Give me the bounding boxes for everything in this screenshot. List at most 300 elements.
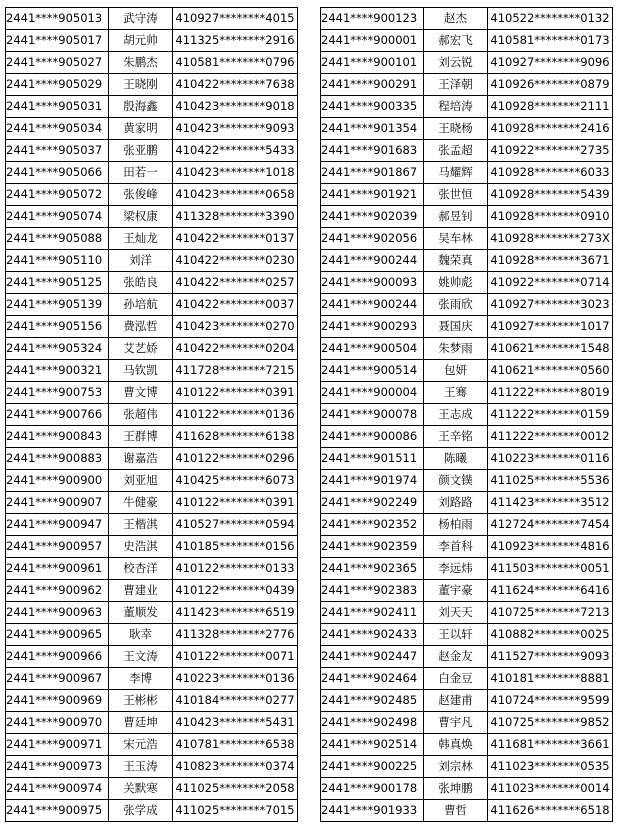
id-number-cell: 410425********6073 <box>173 470 298 492</box>
exam-number-cell: 2441****905027 <box>6 52 109 74</box>
name-cell: 王泽朝 <box>424 74 488 96</box>
id-number-cell: 410422********0257 <box>173 272 298 294</box>
id-number-cell: 411628********6138 <box>173 426 298 448</box>
id-number-cell: 410422********5433 <box>173 140 298 162</box>
id-number-cell: 410423********0270 <box>173 316 298 338</box>
table-row <box>321 712 613 734</box>
id-number-cell: 410522********0132 <box>488 8 613 30</box>
table-row <box>6 228 298 250</box>
id-number-cell: 411624********6416 <box>488 580 613 602</box>
id-number-cell: 410621********0560 <box>488 360 613 382</box>
table-row <box>321 96 613 118</box>
exam-number-cell: 2441****905324 <box>6 338 109 360</box>
exam-number-cell: 2441****901974 <box>321 470 424 492</box>
id-number-cell: 410122********0439 <box>173 580 298 602</box>
name-cell: 赵杰 <box>424 8 488 30</box>
table-row <box>321 734 613 756</box>
exam-number-cell: 2441****901683 <box>321 140 424 162</box>
id-number-cell: 410122********0071 <box>173 646 298 668</box>
name-cell: 魏荣真 <box>424 250 488 272</box>
id-number-cell: 411328********2776 <box>173 624 298 646</box>
exam-number-cell: 2441****900766 <box>6 404 109 426</box>
exam-number-cell: 2441****905074 <box>6 206 109 228</box>
exam-number-cell: 2441****902056 <box>321 228 424 250</box>
exam-number-cell: 2441****900244 <box>321 294 424 316</box>
exam-number-cell: 2441****901354 <box>321 118 424 140</box>
id-number-cell: 410927********3023 <box>488 294 613 316</box>
table-row <box>6 426 298 448</box>
name-cell: 杨柏雨 <box>424 514 488 536</box>
table-row <box>321 184 613 206</box>
exam-number-cell: 2441****901933 <box>321 800 424 822</box>
id-number-cell: 410725********9852 <box>488 712 613 734</box>
exam-number-cell: 2441****900947 <box>6 514 109 536</box>
name-cell: 聂国庆 <box>424 316 488 338</box>
table-row <box>6 778 298 800</box>
table-row <box>6 690 298 712</box>
table-row <box>321 272 613 294</box>
name-cell: 校杏洋 <box>109 558 173 580</box>
name-cell: 郝宏飞 <box>424 30 488 52</box>
table-row <box>6 514 298 536</box>
name-cell: 刘亚旭 <box>109 470 173 492</box>
exam-number-cell: 2441****905072 <box>6 184 109 206</box>
table-row <box>321 646 613 668</box>
id-number-cell: 410181********8881 <box>488 668 613 690</box>
exam-number-cell: 2441****900123 <box>321 8 424 30</box>
id-number-cell: 411527********9093 <box>488 646 613 668</box>
exam-number-cell: 2441****905029 <box>6 74 109 96</box>
table-row <box>321 8 613 30</box>
id-number-cell: 410527********0594 <box>173 514 298 536</box>
table-row <box>321 426 613 448</box>
table-row <box>6 8 298 30</box>
table-row <box>321 756 613 778</box>
id-number-cell: 410927********9096 <box>488 52 613 74</box>
id-number-cell: 411626********6518 <box>488 800 613 822</box>
id-number-cell: 410185********0156 <box>173 536 298 558</box>
id-number-cell: 411423********3512 <box>488 492 613 514</box>
exam-number-cell: 2441****901921 <box>321 184 424 206</box>
name-cell: 王玉涛 <box>109 756 173 778</box>
name-cell: 王晓刚 <box>109 74 173 96</box>
id-number-cell: 410781********6538 <box>173 734 298 756</box>
table-row <box>6 756 298 778</box>
exam-number-cell: 2441****902249 <box>321 492 424 514</box>
exam-number-cell: 2441****905088 <box>6 228 109 250</box>
id-number-cell: 410423********1018 <box>173 162 298 184</box>
exam-number-cell: 2441****900753 <box>6 382 109 404</box>
exam-number-cell: 2441****900225 <box>321 756 424 778</box>
name-cell: 王以轩 <box>424 624 488 646</box>
id-number-cell: 410928********2111 <box>488 96 613 118</box>
exam-number-cell: 2441****902433 <box>321 624 424 646</box>
table-row <box>321 448 613 470</box>
name-cell: 陈曦 <box>424 448 488 470</box>
name-cell: 史浩淇 <box>109 536 173 558</box>
id-number-cell: 410581********0173 <box>488 30 613 52</box>
exam-number-cell: 2441****900843 <box>6 426 109 448</box>
name-cell: 张亚鹏 <box>109 140 173 162</box>
name-cell: 费泓哲 <box>109 316 173 338</box>
name-cell: 张坤鹏 <box>424 778 488 800</box>
name-cell: 艾艺娇 <box>109 338 173 360</box>
id-number-cell: 411728********7215 <box>173 360 298 382</box>
exam-number-cell: 2441****902498 <box>321 712 424 734</box>
id-number-cell: 411025********7015 <box>173 800 298 822</box>
id-number-cell: 412724********7454 <box>488 514 613 536</box>
id-number-cell: 410725********7213 <box>488 602 613 624</box>
table-row <box>6 404 298 426</box>
table-row <box>6 52 298 74</box>
name-cell: 耿幸 <box>109 624 173 646</box>
exam-number-cell: 2441****905017 <box>6 30 109 52</box>
exam-number-cell: 2441****902383 <box>321 580 424 602</box>
id-number-cell: 411025********5536 <box>488 470 613 492</box>
exam-number-cell: 2441****905156 <box>6 316 109 338</box>
name-cell: 赵金友 <box>424 646 488 668</box>
exam-number-cell: 2441****900957 <box>6 536 109 558</box>
exam-number-cell: 2441****900963 <box>6 602 109 624</box>
exam-number-cell: 2441****900244 <box>321 250 424 272</box>
table-row <box>6 448 298 470</box>
table-row <box>6 338 298 360</box>
exam-number-cell: 2441****905110 <box>6 250 109 272</box>
id-number-cell: 410581********0796 <box>173 52 298 74</box>
table-row <box>6 96 298 118</box>
name-cell: 宋元浩 <box>109 734 173 756</box>
exam-number-cell: 2441****905125 <box>6 272 109 294</box>
name-cell: 王楷淇 <box>109 514 173 536</box>
table-row <box>321 580 613 602</box>
id-number-cell: 410928********0910 <box>488 206 613 228</box>
id-number-cell: 410122********0136 <box>173 404 298 426</box>
candidate-table-right <box>320 7 613 822</box>
table-row <box>321 778 613 800</box>
name-cell: 曹建业 <box>109 580 173 602</box>
name-cell: 李远炜 <box>424 558 488 580</box>
table-row <box>6 360 298 382</box>
id-number-cell: 410122********0296 <box>173 448 298 470</box>
exam-number-cell: 2441****900101 <box>321 52 424 74</box>
table-row <box>6 558 298 580</box>
id-number-cell: 410922********0714 <box>488 272 613 294</box>
table-row <box>6 162 298 184</box>
exam-number-cell: 2441****900973 <box>6 756 109 778</box>
name-cell: 刘洋 <box>109 250 173 272</box>
name-cell: 刘宗林 <box>424 756 488 778</box>
name-cell: 白金豆 <box>424 668 488 690</box>
id-number-cell: 410423********0658 <box>173 184 298 206</box>
table-row <box>6 294 298 316</box>
exam-number-cell: 2441****902359 <box>321 536 424 558</box>
table-row <box>321 404 613 426</box>
name-cell: 吴车林 <box>424 228 488 250</box>
exam-number-cell: 2441****900335 <box>321 96 424 118</box>
name-cell: 程培涛 <box>424 96 488 118</box>
id-number-cell: 410923********4816 <box>488 536 613 558</box>
exam-number-cell: 2441****900971 <box>6 734 109 756</box>
id-number-cell: 411423********6519 <box>173 602 298 624</box>
table-body <box>321 8 613 822</box>
name-cell: 赵建甫 <box>424 690 488 712</box>
name-cell: 张超伟 <box>109 404 173 426</box>
exam-number-cell: 2441****905066 <box>6 162 109 184</box>
exam-number-cell: 2441****900293 <box>321 316 424 338</box>
id-number-cell: 410223********0116 <box>488 448 613 470</box>
exam-number-cell: 2441****900974 <box>6 778 109 800</box>
table-row <box>321 30 613 52</box>
exam-number-cell: 2441****900970 <box>6 712 109 734</box>
name-cell: 董顺发 <box>109 602 173 624</box>
exam-number-cell: 2441****902411 <box>321 602 424 624</box>
table-row <box>321 602 613 624</box>
table-row <box>6 492 298 514</box>
table-row <box>321 140 613 162</box>
table-row <box>6 800 298 822</box>
id-number-cell: 410928********5439 <box>488 184 613 206</box>
name-cell: 王灿龙 <box>109 228 173 250</box>
exam-number-cell: 2441****900962 <box>6 580 109 602</box>
name-cell: 姚帅彪 <box>424 272 488 294</box>
name-cell: 王辛铭 <box>424 426 488 448</box>
id-number-cell: 410184********0277 <box>173 690 298 712</box>
exam-number-cell: 2441****905013 <box>6 8 109 30</box>
name-cell: 郝昱钊 <box>424 206 488 228</box>
table-row <box>6 184 298 206</box>
name-cell: 曹文博 <box>109 382 173 404</box>
name-cell: 武守涛 <box>109 8 173 30</box>
table-row <box>6 316 298 338</box>
name-cell: 董宇豪 <box>424 580 488 602</box>
exam-number-cell: 2441****902485 <box>321 690 424 712</box>
id-number-cell: 411681********3661 <box>488 734 613 756</box>
name-cell: 殷海鑫 <box>109 96 173 118</box>
id-number-cell: 410122********0391 <box>173 382 298 404</box>
table-row <box>321 492 613 514</box>
exam-number-cell: 2441****900001 <box>321 30 424 52</box>
table-row <box>6 118 298 140</box>
exam-number-cell: 2441****902352 <box>321 514 424 536</box>
table-row <box>6 140 298 162</box>
exam-number-cell: 2441****900975 <box>6 800 109 822</box>
table-body <box>6 8 298 822</box>
table-row <box>6 30 298 52</box>
table-row <box>6 272 298 294</box>
exam-number-cell: 2441****900961 <box>6 558 109 580</box>
table-row <box>321 800 613 822</box>
exam-number-cell: 2441****900504 <box>321 338 424 360</box>
id-number-cell: 411222********8019 <box>488 382 613 404</box>
exam-number-cell: 2441****901867 <box>321 162 424 184</box>
exam-number-cell: 2441****901511 <box>321 448 424 470</box>
name-cell: 田若一 <box>109 162 173 184</box>
table-row <box>321 162 613 184</box>
table-row <box>321 382 613 404</box>
id-number-cell: 410122********0391 <box>173 492 298 514</box>
exam-number-cell: 2441****900965 <box>6 624 109 646</box>
id-number-cell: 411023********0535 <box>488 756 613 778</box>
name-cell: 王志成 <box>424 404 488 426</box>
id-number-cell: 410423********9018 <box>173 96 298 118</box>
table-row <box>6 250 298 272</box>
name-cell: 颜文镤 <box>424 470 488 492</box>
id-number-cell: 411503********0051 <box>488 558 613 580</box>
name-cell: 王文涛 <box>109 646 173 668</box>
name-cell: 关默寒 <box>109 778 173 800</box>
name-cell: 曹廷坤 <box>109 712 173 734</box>
exam-number-cell: 2441****900967 <box>6 668 109 690</box>
id-number-cell: 410928********3671 <box>488 250 613 272</box>
table-row <box>321 470 613 492</box>
table-row <box>6 668 298 690</box>
id-number-cell: 411328********3390 <box>173 206 298 228</box>
name-cell: 李博 <box>109 668 173 690</box>
id-number-cell: 411222********0159 <box>488 404 613 426</box>
name-cell: 韩真焕 <box>424 734 488 756</box>
exam-number-cell: 2441****900907 <box>6 492 109 514</box>
id-number-cell: 410928********2416 <box>488 118 613 140</box>
table-row <box>321 316 613 338</box>
name-cell: 牛健豪 <box>109 492 173 514</box>
exam-number-cell: 2441****900093 <box>321 272 424 294</box>
exam-number-cell: 2441****900004 <box>321 382 424 404</box>
table-row <box>6 382 298 404</box>
name-cell: 张世恒 <box>424 184 488 206</box>
exam-number-cell: 2441****900078 <box>321 404 424 426</box>
id-number-cell: 410422********0037 <box>173 294 298 316</box>
exam-number-cell: 2441****900514 <box>321 360 424 382</box>
id-number-cell: 410422********0137 <box>173 228 298 250</box>
table-row <box>6 712 298 734</box>
exam-number-cell: 2441****905139 <box>6 294 109 316</box>
table-row <box>6 206 298 228</box>
exam-number-cell: 2441****902514 <box>321 734 424 756</box>
id-number-cell: 410621********1548 <box>488 338 613 360</box>
table-row <box>6 602 298 624</box>
table-row <box>321 118 613 140</box>
table-row <box>321 668 613 690</box>
name-cell: 包妍 <box>424 360 488 382</box>
exam-number-cell: 2441****902039 <box>321 206 424 228</box>
table-row <box>321 536 613 558</box>
id-number-cell: 410422********0230 <box>173 250 298 272</box>
table-row <box>321 52 613 74</box>
id-number-cell: 410882********0025 <box>488 624 613 646</box>
exam-number-cell: 2441****905037 <box>6 140 109 162</box>
table-row <box>321 514 613 536</box>
id-number-cell: 410926********0879 <box>488 74 613 96</box>
name-cell: 张雨欣 <box>424 294 488 316</box>
exam-number-cell: 2441****900086 <box>321 426 424 448</box>
id-number-cell: 410122********0133 <box>173 558 298 580</box>
id-number-cell: 410422********7638 <box>173 74 298 96</box>
name-cell: 朱梦雨 <box>424 338 488 360</box>
table-row <box>6 646 298 668</box>
name-cell: 刘天天 <box>424 602 488 624</box>
name-cell: 王群博 <box>109 426 173 448</box>
name-cell: 梁权康 <box>109 206 173 228</box>
id-number-cell: 410423********5431 <box>173 712 298 734</box>
name-cell: 孙培航 <box>109 294 173 316</box>
table-row <box>321 624 613 646</box>
name-cell: 曹宇凡 <box>424 712 488 734</box>
id-number-cell: 410922********2735 <box>488 140 613 162</box>
exam-number-cell: 2441****900969 <box>6 690 109 712</box>
table-row <box>321 294 613 316</box>
name-cell: 刘路路 <box>424 492 488 514</box>
table-row <box>6 74 298 96</box>
id-number-cell: 411222********0012 <box>488 426 613 448</box>
exam-number-cell: 2441****905031 <box>6 96 109 118</box>
exam-number-cell: 2441****902464 <box>321 668 424 690</box>
name-cell: 王彬彬 <box>109 690 173 712</box>
name-cell: 谢嘉浩 <box>109 448 173 470</box>
table-row <box>6 580 298 602</box>
exam-number-cell: 2441****900883 <box>6 448 109 470</box>
table-row <box>321 558 613 580</box>
name-cell: 王晓杨 <box>424 118 488 140</box>
table-row <box>321 74 613 96</box>
table-row <box>321 690 613 712</box>
table-row <box>6 470 298 492</box>
id-number-cell: 411025********2058 <box>173 778 298 800</box>
exam-number-cell: 2441****900321 <box>6 360 109 382</box>
table-row <box>321 250 613 272</box>
id-number-cell: 410724********9599 <box>488 690 613 712</box>
name-cell: 曹哲 <box>424 800 488 822</box>
exam-number-cell: 2441****900900 <box>6 470 109 492</box>
name-cell: 刘云锐 <box>424 52 488 74</box>
name-cell: 马耀辉 <box>424 162 488 184</box>
candidate-table-left <box>5 7 298 822</box>
id-number-cell: 410928********6033 <box>488 162 613 184</box>
name-cell: 张学成 <box>109 800 173 822</box>
table-row <box>6 624 298 646</box>
name-cell: 张孟超 <box>424 140 488 162</box>
id-number-cell: 410223********0136 <box>173 668 298 690</box>
name-cell: 李首科 <box>424 536 488 558</box>
id-number-cell: 411325********2916 <box>173 30 298 52</box>
name-cell: 张皓良 <box>109 272 173 294</box>
table-row <box>321 206 613 228</box>
exam-number-cell: 2441****902365 <box>321 558 424 580</box>
id-number-cell: 410823********0374 <box>173 756 298 778</box>
name-cell: 朱鹏杰 <box>109 52 173 74</box>
id-number-cell: 410927********1017 <box>488 316 613 338</box>
table-row <box>321 228 613 250</box>
exam-number-cell: 2441****905034 <box>6 118 109 140</box>
exam-number-cell: 2441****900966 <box>6 646 109 668</box>
id-number-cell: 410928********273X <box>488 228 613 250</box>
id-number-cell: 411023********0014 <box>488 778 613 800</box>
name-cell: 王骞 <box>424 382 488 404</box>
table-row <box>321 338 613 360</box>
table-row <box>6 536 298 558</box>
name-cell: 张俊峰 <box>109 184 173 206</box>
exam-number-cell: 2441****902447 <box>321 646 424 668</box>
table-row <box>6 734 298 756</box>
id-number-cell: 410927********4015 <box>173 8 298 30</box>
exam-number-cell: 2441****900291 <box>321 74 424 96</box>
exam-number-cell: 2441****900178 <box>321 778 424 800</box>
name-cell: 胡元帅 <box>109 30 173 52</box>
name-cell: 马钦凯 <box>109 360 173 382</box>
table-row <box>321 360 613 382</box>
id-number-cell: 410423********9093 <box>173 118 298 140</box>
id-number-cell: 410422********0204 <box>173 338 298 360</box>
name-cell: 黄家明 <box>109 118 173 140</box>
